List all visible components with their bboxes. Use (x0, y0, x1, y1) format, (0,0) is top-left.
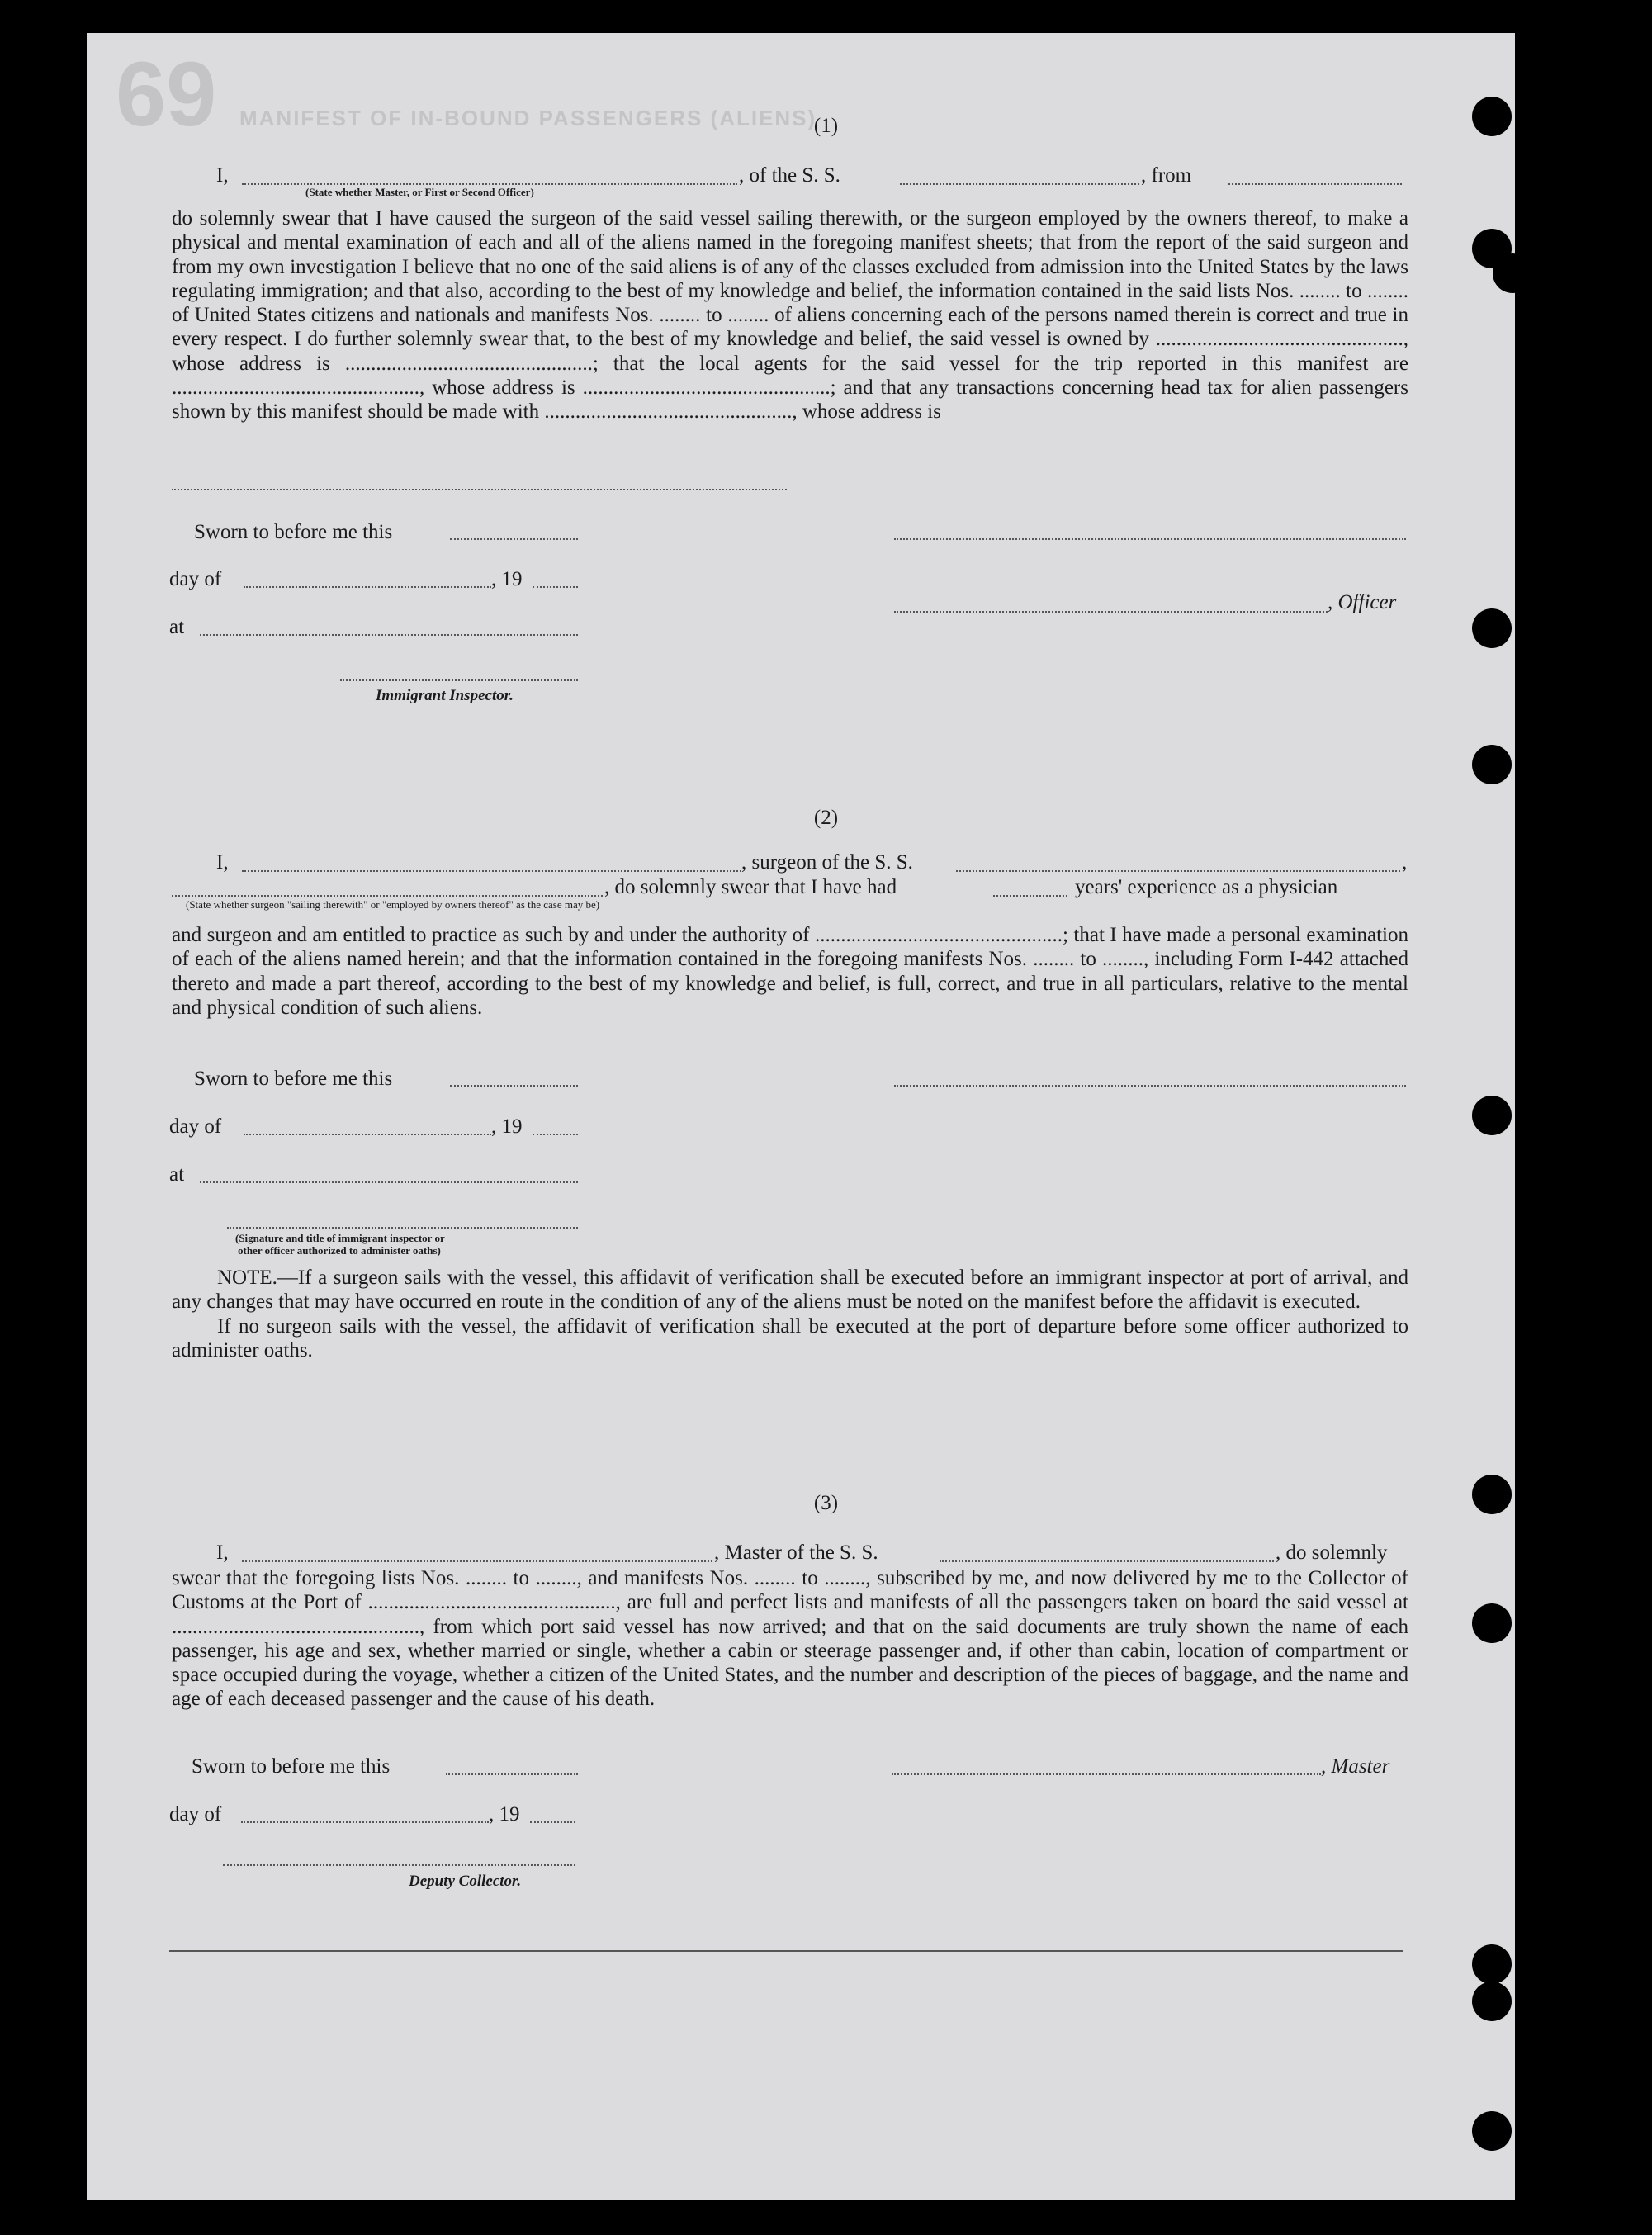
sec3-month-field[interactable] (241, 1821, 489, 1823)
section-1-number: (1) (813, 115, 839, 137)
sec3-master-signature-field[interactable] (892, 1773, 1321, 1775)
years-experience-field[interactable] (993, 895, 1067, 897)
sec2-sworn-label: Sworn to before me this (194, 1068, 393, 1090)
sec3-deputy-signature-field[interactable] (223, 1864, 575, 1866)
sec1-day-of-label: day of (169, 568, 222, 590)
sec2-vessel-name-field[interactable] (956, 870, 1400, 872)
sec2-surgeon-of-label: , surgeon of the S. S. (741, 851, 913, 874)
punch-hole (1472, 608, 1512, 648)
sec2-surgeon-signature-field[interactable] (894, 1085, 1406, 1087)
sec3-master-label: , Master (1321, 1755, 1390, 1778)
sec3-oath-paragraph: swear that the foregoing lists Nos. ........ to ........, and manifests Nos. ........ to ........, subscribed by me, and now delivered by me to the Collector of Customs at the Port of ................................................, are full and perfect lists and manifests of all the passengers taken on board the said vessel at ................................................, from which port said vessel has now arrived; and that on the said documents are truly shown the name of each passenger, his age and sex, whether married or single, whether a cabin or steerage passenger and, if other than cabin, location of compartment or space occupied during the voyage, whether a citizen of the United States, and the number and description of the pieces of baggage, and the name and age of each deceased passenger and the cause of his death. (172, 1567, 1408, 1711)
punch-hole (1472, 1944, 1512, 1984)
sec1-inspector-label: Immigrant Inspector. (376, 687, 514, 704)
sec2-oath-text (172, 923, 1408, 1020)
note-paragraph-2: If no surgeon sails with the vessel, the affidavit of verification shall be executed at the port of departure before some officer authorized to administer oaths. (172, 1314, 1408, 1361)
sec3-i-label: I, (216, 1541, 229, 1564)
sec2-oath-paragraph: and surgeon and am entitled to practice as such by and under the authority of ................................................; that I have made a personal examination of each of the aliens named herein; and that the information contained in the foregoing manifests Nos. ........ to ........, including Form I-442 attached thereto and made a part thereof, according to the best of my knowledge and belief, is full, correct, and true in all particulars, relative to the mental and physical condition of such aliens. (172, 924, 1408, 1019)
bleed-through-heading: MANIFEST OF IN-BOUND PASSENGERS (ALIENS) (239, 106, 817, 130)
sec1-sworn-date-field[interactable] (450, 538, 578, 540)
surgeon-status-field[interactable] (172, 895, 603, 897)
sec1-of-ss-label: , of the S. S. (739, 164, 840, 187)
sec3-master-of-label: , Master of the S. S. (714, 1541, 878, 1564)
sec3-oath-text (172, 1566, 1408, 1712)
sec2-at-label: at (169, 1163, 185, 1186)
sec3-sworn-label: Sworn to before me this (192, 1755, 391, 1778)
sec3-year-prefix: , 19 (489, 1803, 520, 1825)
sec3-day-of-label: day of (169, 1803, 222, 1825)
bottom-rule (169, 1950, 1403, 1952)
sec2-inspector-signature-field[interactable] (227, 1227, 578, 1229)
sec1-officer-line[interactable] (894, 611, 1328, 613)
sec1-from-label: , from (1141, 164, 1192, 187)
sec3-deputy-label: Deputy Collector. (409, 1873, 522, 1890)
section-2-number: (2) (813, 807, 839, 829)
note-paragraph-1: NOTE.—If a surgeon sails with the vessel, this affidavit of verification shall be executed before an immigrant inspector at port of arrival, and any changes that may have occurred en route in the condition of any of the aliens must be noted on the manifest before the affidavit is executed. (172, 1267, 1408, 1314)
punch-hole (1472, 1096, 1512, 1135)
sec3-year-field[interactable] (530, 1821, 575, 1823)
master-name-field[interactable] (242, 1560, 712, 1562)
sec2-i-label: I, (216, 851, 229, 874)
sec1-officer-signature-field[interactable] (894, 538, 1406, 540)
sec1-sworn-label: Sworn to before me this (194, 521, 393, 543)
sec1-year-field[interactable] (533, 586, 578, 588)
sec2-signature-note-2: other officer authorized to administer oaths) (238, 1244, 441, 1257)
sec2-sworn-date-field[interactable] (450, 1085, 578, 1087)
sec2-year-field[interactable] (533, 1134, 578, 1135)
sec3-solemnly-label: , do solemnly (1276, 1541, 1388, 1564)
vessel-name-field[interactable] (900, 183, 1139, 185)
sec2-place-field[interactable] (200, 1181, 578, 1183)
surgeon-name-field[interactable] (242, 870, 741, 872)
sec2-signature-note-1: (Signature and title of immigrant inspector or (235, 1232, 445, 1244)
sec2-years-label: years' experience as a physician (1075, 876, 1338, 898)
departure-port-field[interactable] (1228, 183, 1402, 185)
sec2-note (172, 1266, 1408, 1362)
sec2-swear-label: , do solemnly swear that I have had (604, 876, 897, 898)
bleed-through-stamp: 69 (116, 44, 217, 145)
sec1-oath-paragraph: do solemnly swear that I have caused the surgeon of the said vessel sailing therewith, or the surgeon employed by the owners thereof, to make a physical and mental examination of each and all of the aliens named in the foregoing manifest sheets; that from the report of the said surgeon and from my own investigation I believe that no one of the said aliens is of any of the classes excluded from admission into the United States by the laws regulating immigration; and that also, according to the best of my knowledge and belief, the information contained in the said lists Nos. ........ to ........ of United States citizens and nationals and manifests Nos. ........ to ........ of aliens concerning each of the persons named therein is correct and true in every respect. I do further solemnly swear that, to the best of my knowledge and belief, the said vessel is owned by ................................................, whose address is ................................................; that the local agents for the said vessel for the trip reported in this manifest are ................................................, whose address is ................................................; and that any transactions concerning head tax for alien passengers shown by this manifest should be made with ................................................, whose address is (172, 207, 1408, 424)
section-3-number: (3) (813, 1492, 839, 1514)
sec3-vessel-name-field[interactable] (940, 1560, 1274, 1562)
sec1-oath-text (172, 206, 1408, 424)
punch-hole (1472, 745, 1512, 784)
surgeon-status-note: (State whether surgeon "sailing therewith" or "employed by owners thereof" as the case may be) (186, 898, 600, 911)
sec1-place-field[interactable] (200, 634, 578, 636)
sec2-day-of-label: day of (169, 1115, 222, 1138)
sec1-i-label: I, (216, 164, 229, 187)
sec1-inspector-signature-field[interactable] (340, 679, 578, 681)
punch-hole (1472, 1982, 1512, 2021)
officer-rank-note: (State whether Master, or First or Second Officer) (305, 186, 534, 198)
punch-hole (1472, 1603, 1512, 1643)
sec2-month-field[interactable] (244, 1134, 491, 1135)
sec3-sworn-date-field[interactable] (446, 1773, 578, 1775)
sec1-year-prefix: , 19 (491, 568, 523, 590)
officer-name-field[interactable] (242, 183, 737, 185)
sec2-year-prefix: , 19 (491, 1115, 523, 1138)
sec1-address-continuation-field[interactable] (172, 489, 787, 490)
sec2-comma: , (1402, 851, 1408, 874)
sec1-month-field[interactable] (244, 586, 491, 588)
punch-hole (1472, 2111, 1512, 2151)
sec1-at-label: at (169, 616, 185, 638)
sec1-officer-label: , Officer (1328, 591, 1397, 613)
punch-hole (1493, 253, 1532, 293)
